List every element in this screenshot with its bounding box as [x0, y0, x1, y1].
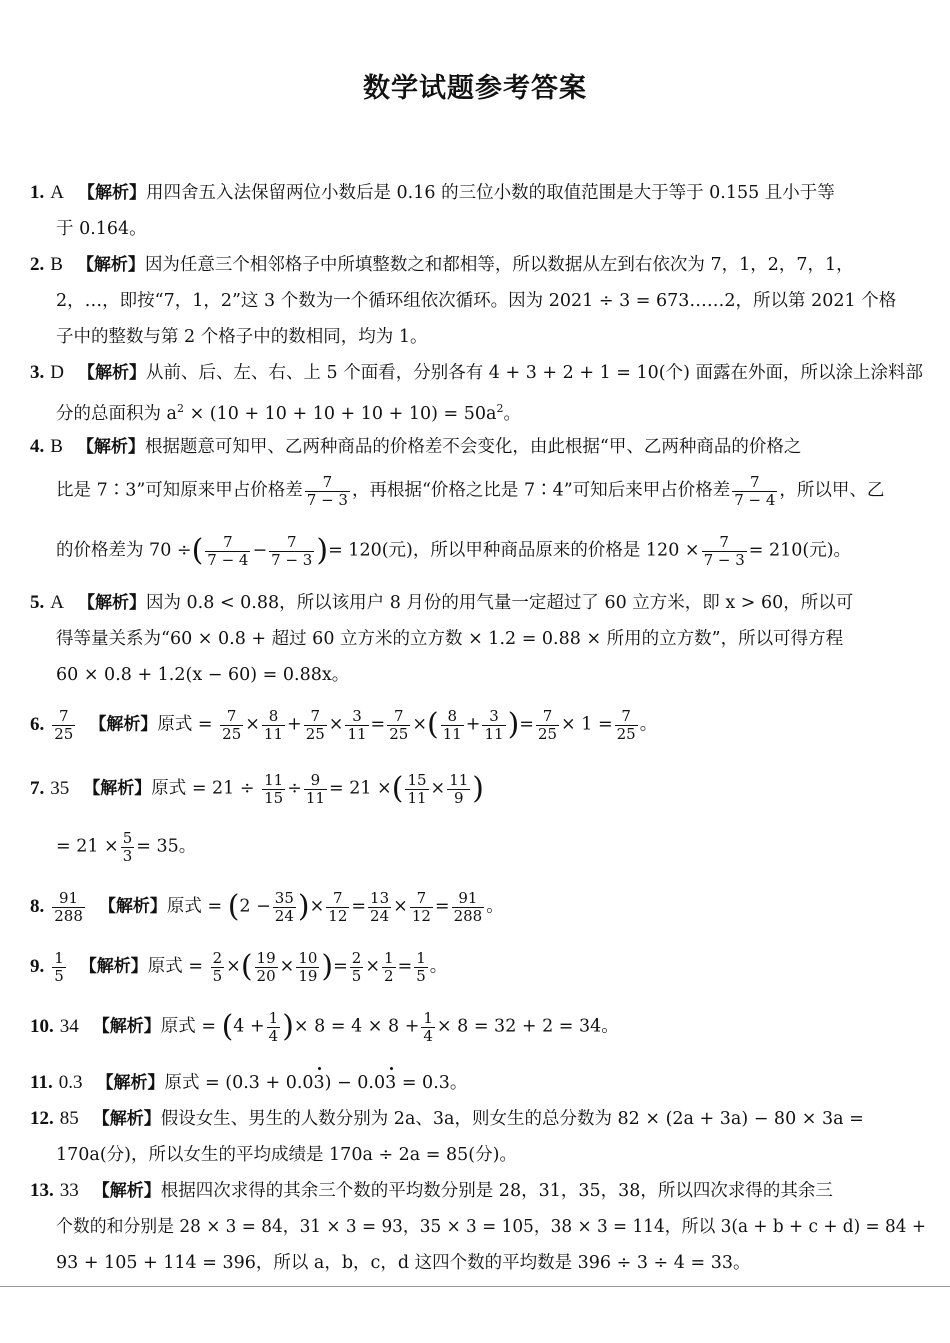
fraction [304, 708, 327, 742]
denominator: 5 [54, 966, 64, 985]
numerator: 91 [59, 889, 79, 907]
q13-line-2: 个数的和分别是 28 × 3 = 84，31 × 3 = 93，35 × 3 = 105，38 × 3 = 114，所以 3(a + b + c + d) = 84 + [56, 1217, 926, 1237]
paren-right: ) [282, 1009, 294, 1044]
paren-right: ) [321, 949, 334, 984]
denominator: 25 [616, 724, 636, 743]
q9-answer [52, 950, 66, 984]
numerator: 35 [274, 889, 294, 907]
numerator: 7 [286, 533, 297, 551]
q11-text-a: 原式 = (0.3 + 0.0 [164, 1073, 314, 1093]
q4-text-2b: ，再根据“价格之比是 7∶4”可知后来甲占价格差 [351, 480, 731, 501]
numerator: 91 [458, 889, 478, 907]
times-one: × 1 = [561, 714, 613, 735]
paren-left: ( [426, 707, 439, 742]
q2-answer: B [50, 254, 63, 275]
numerator: 7 [322, 473, 333, 491]
denominator: 11 [347, 724, 367, 743]
numerator: 9 [310, 771, 321, 789]
denominator: 7 − 4 [734, 490, 776, 509]
q11-number: 11. [30, 1072, 53, 1093]
numerator: 7 [719, 533, 729, 551]
q7-number: 7. [30, 777, 45, 799]
q7-line-1 [30, 772, 484, 806]
denominator: 2 [384, 966, 394, 985]
paren-right: ) [472, 771, 485, 806]
q2-line-1 [30, 252, 854, 278]
q10-answer: 34 [59, 1015, 79, 1037]
fraction [410, 890, 433, 924]
q13-line-3: 93 + 105 + 114 = 396，所以 a，b，c，d 这四个数的平均数是 396 ÷ 3 ÷ 4 = 33。 [56, 1253, 751, 1273]
q5-line-1 [30, 590, 853, 616]
q10-number: 10. [30, 1015, 54, 1037]
paren-left: ( [240, 949, 253, 984]
q4-text-1: 根据题意可知甲、乙两种商品的价格差不会变化，由此根据“甲、乙两种商品的价格之 [144, 437, 802, 457]
numerator: 10 [298, 949, 318, 967]
bottom-divider [0, 1286, 950, 1287]
times-sign: × [245, 714, 260, 735]
q1-number: 1. [30, 182, 45, 203]
q11-answer: 0.3 [58, 1072, 83, 1093]
numerator: 1 [384, 949, 394, 967]
numerator: 1 [423, 1009, 433, 1027]
denominator: 25 [537, 724, 558, 743]
denominator: 11 [407, 788, 427, 807]
fraction [615, 708, 638, 742]
q4-tag: 【解析】 [76, 437, 145, 457]
fraction [368, 890, 391, 924]
fraction [326, 890, 349, 924]
repeating-digit: 3 [385, 1070, 396, 1096]
numerator: 7 [621, 707, 631, 725]
fraction [211, 950, 225, 984]
q13-line-1 [30, 1178, 833, 1204]
q4-line-1 [30, 434, 801, 460]
q12-number: 12. [30, 1108, 54, 1129]
q2-number: 2. [30, 254, 45, 275]
q11-text-c: = 0.3。 [396, 1073, 468, 1093]
period: 。 [429, 956, 448, 977]
times-sign: × [412, 714, 427, 735]
denominator: 5 [212, 966, 223, 985]
q4-fraction-7-7m3 [305, 474, 350, 508]
q1-line-1 [30, 180, 835, 206]
paren-left: ( [227, 889, 240, 924]
q4-text-3b: = 120(元)，所以甲种商品原来的价格是 120 × [328, 540, 700, 561]
times-sign: × [309, 896, 325, 917]
denominator: 11 [484, 724, 504, 743]
equals-sign: = [370, 714, 386, 735]
paren-right: ) [297, 889, 310, 924]
q9-line [30, 950, 447, 984]
q1-tag: 【解析】 [77, 183, 146, 203]
denominator: 9 [447, 789, 470, 807]
q2-line-3: 子中的整数与第 2 个格子中的数相同，均为 1。 [56, 327, 428, 347]
q2-tag: 【解析】 [76, 255, 145, 275]
period: 。 [486, 896, 504, 917]
fraction [262, 708, 285, 742]
q13-number: 13. [30, 1180, 54, 1201]
numerator: 3 [352, 707, 362, 725]
q7-mid: = 21 × [328, 778, 392, 799]
numerator: 15 [407, 771, 427, 789]
paren-right: ) [507, 707, 520, 742]
fraction [482, 708, 505, 742]
equals-sign: = [434, 896, 450, 917]
q3-line-2 [56, 396, 521, 427]
numerator: 1 [54, 949, 64, 967]
denominator: 11 [442, 724, 462, 743]
q5-text-1: 因为 0.8 < 0.88，所以该用户 8 月份的用气量一定超过了 60 立方米，即 x > 60，所以可 [145, 593, 854, 613]
q8-line [30, 890, 504, 924]
denominator: 7 − 4 [207, 550, 249, 569]
equals-sign: = [519, 714, 534, 735]
times-sign: × [430, 778, 446, 799]
equals-sign: = [333, 956, 348, 977]
fraction [421, 1010, 435, 1044]
numerator: 19 [256, 949, 276, 967]
equals-sign: = [351, 896, 367, 917]
numerator: 11 [264, 771, 284, 789]
q2-text-1: 因为任意三个相邻格子中所填整数之和都相等，所以数据从左到右依次为 7，1，2，7，1， [144, 255, 854, 275]
q7-text-2a: = 21 × [56, 836, 119, 857]
denominator: 5 [416, 966, 426, 985]
q5-tag: 【解析】 [77, 593, 146, 613]
fraction [267, 1010, 281, 1044]
q4-text-3a: 的价格差为 70 ÷ [56, 540, 192, 561]
q4-number: 4. [30, 436, 45, 457]
fraction [536, 708, 559, 742]
q3-text-2c: 。 [503, 403, 521, 424]
numerator: 11 [449, 771, 469, 789]
q13-tag: 【解析】 [92, 1181, 161, 1201]
denominator: 288 [54, 906, 83, 925]
q4-fraction-7-7m4 [732, 474, 777, 508]
denominator: 24 [274, 906, 294, 925]
q3-sup-2: 2 [496, 402, 504, 415]
q5-line-3: 60 × 0.8 + 1.2(x − 60) = 0.88x。 [56, 665, 350, 685]
denominator: 7 − 3 [306, 490, 348, 509]
q4-text-3c: = 210(元)。 [748, 540, 852, 561]
numerator: 7 [542, 707, 553, 725]
q12-tag: 【解析】 [92, 1109, 161, 1129]
q9-number: 9. [30, 955, 45, 977]
minus-sign: − [252, 540, 268, 561]
denominator: 25 [389, 724, 409, 743]
q10-lead: 原式 = [160, 1016, 216, 1037]
times-sign: × [226, 956, 241, 977]
q5-number: 5. [30, 592, 45, 613]
denominator: 4 [423, 1026, 433, 1045]
q3-sup-1: 2 [177, 402, 184, 415]
numerator: 1 [268, 1009, 279, 1027]
numerator: 7 [393, 707, 404, 725]
q4-answer: B [50, 436, 63, 457]
repeating-digit: 3 [314, 1070, 325, 1096]
q4-fraction-c [702, 534, 747, 568]
q7-text-2b: = 35。 [136, 836, 197, 857]
fraction [382, 950, 396, 984]
q10-tag: 【解析】 [92, 1016, 161, 1037]
page-title: 数学试题参考答案 [363, 73, 587, 104]
times-sign: × [328, 714, 344, 735]
q8-answer [52, 890, 85, 924]
q3-number: 3. [30, 362, 45, 383]
q4-line-2 [56, 474, 884, 508]
q13-text-1: 根据四次求得的其余三个数的平均数分别是 28，31，35，38，所以四次求得的其余三 [160, 1181, 833, 1201]
q1-line-2: 于 0.164。 [56, 219, 147, 239]
numerator: 8 [447, 707, 458, 725]
q3-tag: 【解析】 [77, 363, 146, 383]
times-sign: × [393, 896, 408, 917]
q6-number: 6. [30, 713, 45, 735]
denominator: 4 [268, 1026, 279, 1045]
fraction [405, 772, 428, 806]
paren-left: ( [391, 771, 404, 806]
q12-line-2: 170a(分)，所以女生的平均成绩是 170a ÷ 2a = 85(分)。 [56, 1145, 517, 1165]
q10-mid: × 8 = 4 × 8 + [293, 1016, 420, 1037]
q4-text-2c: ，所以甲、乙 [779, 480, 885, 501]
numerator: 1 [416, 949, 426, 967]
denominator: 288 [453, 906, 483, 925]
fraction [452, 890, 485, 924]
numerator: 2 [351, 949, 362, 967]
divide-sign: ÷ [287, 778, 302, 799]
paren-right: ) [316, 533, 329, 568]
q6-lead: 原式 = [157, 714, 213, 735]
denominator: 3 [122, 846, 133, 865]
q5-answer: A [50, 592, 64, 613]
fraction [414, 950, 428, 984]
fraction [441, 708, 464, 742]
denominator: 7 − 3 [271, 550, 313, 569]
fraction [296, 950, 319, 984]
times-sign: × [279, 956, 295, 977]
fraction [273, 890, 296, 924]
q4-line-3 [56, 534, 851, 568]
q6-line [30, 708, 657, 742]
fraction [350, 950, 364, 984]
q6-answer [52, 708, 75, 742]
q11-tag: 【解析】 [96, 1073, 165, 1093]
numerator: 8 [268, 707, 279, 725]
q3-line-1 [30, 360, 923, 386]
fraction [345, 708, 368, 742]
q9-lead: 原式 = [147, 956, 204, 977]
denominator: 12 [411, 906, 431, 925]
times-sign: × [365, 956, 381, 977]
q11-text-b: ) − 0.0 [324, 1073, 386, 1093]
numerator: 7 [416, 889, 427, 907]
numerator: 13 [370, 889, 390, 907]
denominator: 25 [54, 724, 74, 743]
q3-answer: D [50, 362, 64, 383]
q1-answer: A [50, 182, 64, 203]
fraction [255, 950, 278, 984]
fraction [121, 830, 135, 864]
numerator: 7 [226, 707, 237, 725]
denominator: 11 [263, 724, 284, 743]
plus-sign: + [287, 714, 302, 735]
q8-lead: 原式 = [166, 896, 223, 917]
plus-sign: + [465, 714, 481, 735]
denominator: 15 [264, 788, 284, 807]
numerator: 2 [212, 949, 223, 967]
q7-answer: 35 [50, 777, 70, 799]
q7-tag: 【解析】 [83, 778, 152, 799]
q12-line-1 [30, 1106, 864, 1132]
equals-sign: = [397, 956, 413, 977]
numerator: 7 [333, 889, 343, 907]
q8-tag: 【解析】 [98, 896, 167, 917]
denominator: 5 [351, 966, 362, 985]
denominator: 20 [256, 966, 276, 985]
numerator: 7 [310, 707, 320, 725]
q1-text-1: 用四舍五入法保留两位小数后是 0.16 的三位小数的取值范围是大于等于 0.155 且小于等 [145, 183, 835, 203]
numerator: 7 [750, 473, 760, 491]
numerator: 7 [223, 533, 233, 551]
paren-left: ( [221, 1009, 234, 1044]
denominator: 25 [305, 724, 325, 743]
denominator: 12 [328, 906, 348, 925]
q10-four: 4 + [233, 1016, 265, 1037]
period: 。 [639, 714, 658, 735]
q12-answer: 85 [59, 1108, 79, 1129]
fraction [447, 772, 470, 806]
q4-text-2a: 比是 7∶3”可知原来甲占价格差 [56, 480, 303, 501]
numerator: 3 [489, 707, 499, 725]
fraction [262, 772, 285, 806]
q6-tag: 【解析】 [89, 714, 158, 735]
q8-two: 2 − [239, 896, 271, 917]
q3-text-1: 从前、后、左、右、上 5 个面看，分别各有 4 + 3 + 2 + 1 = 10(个) 面露在外面，所以涂上涂料部 [145, 363, 923, 383]
q3-text-2b: × (10 + 10 + 10 + 10 + 10) = 50a [184, 403, 497, 424]
q8-number: 8. [30, 895, 45, 917]
numerator: 5 [122, 829, 133, 847]
q10-tail: × 8 = 32 + 2 = 34。 [436, 1016, 619, 1037]
q12-text-1: 假设女生、男生的人数分别为 2a、3a，则女生的总分数为 82 × (2a + 3a) − 80 × 3a = [160, 1109, 864, 1129]
q4-fraction-a [205, 534, 250, 568]
q2-line-2: 2，…，即按“7，1，2”这 3 个数为一个循环组依次循环。因为 2021 ÷ 3 = 673……2，所以第 2021 个格 [56, 291, 897, 311]
q4-fraction-b [269, 534, 314, 568]
denominator: 11 [305, 788, 325, 807]
q13-answer: 33 [59, 1180, 79, 1201]
q7-lead: 原式 = 21 ÷ [151, 778, 255, 799]
denominator: 7 − 3 [703, 550, 745, 569]
denominator: 25 [222, 724, 242, 743]
fraction [220, 708, 243, 742]
q7-line-2 [56, 830, 196, 864]
denominator: 24 [370, 906, 390, 925]
q5-line-2: 得等量关系为“60 × 0.8 + 超过 60 立方米的立方数 × 1.2 = 0.88 × 所用的立方数”，所以可得方程 [56, 629, 844, 649]
numerator: 7 [59, 707, 69, 725]
q3-text-2a: 分的总面积为 a [56, 403, 177, 424]
paren-left: ( [191, 533, 204, 568]
fraction [387, 708, 410, 742]
q9-tag: 【解析】 [79, 956, 148, 977]
fraction [304, 772, 327, 806]
denominator: 19 [298, 966, 318, 985]
q11-line [30, 1070, 467, 1096]
q10-line [30, 1010, 619, 1044]
